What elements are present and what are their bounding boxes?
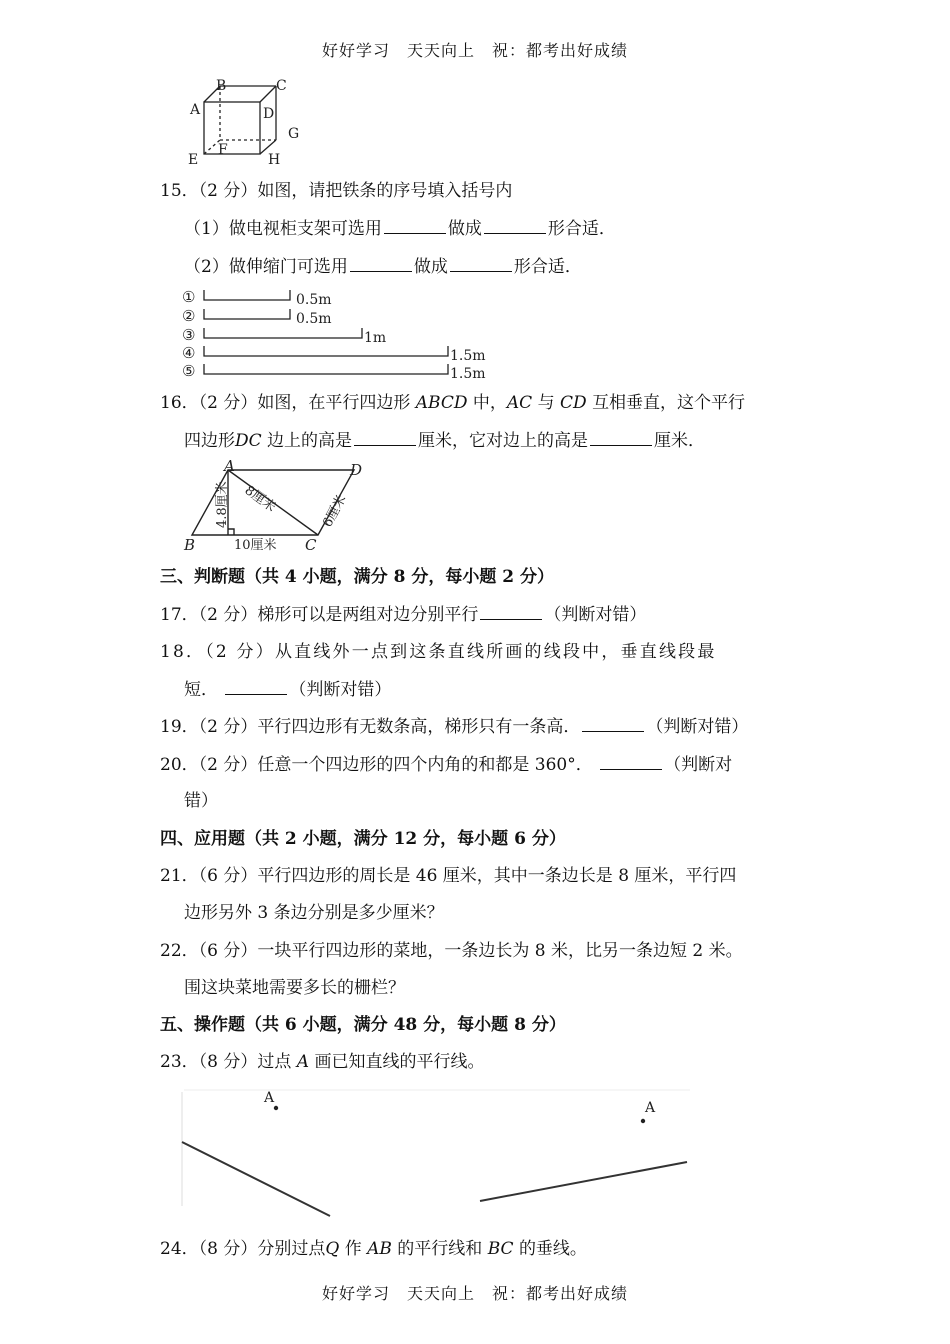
cube-label-b: B (216, 78, 227, 94)
answer-blank[interactable] (582, 715, 644, 732)
page-header: 好好学习 天天向上 祝：都考出好成绩 (321, 41, 628, 60)
q19: 19．（2 分）平行四边形有无数条高，梯形只有一条高． （判断对错） (160, 717, 749, 737)
height-4.8-label: 4.8厘米 (215, 481, 230, 528)
q21-line2: 边形另外 3 条边分别是多少厘米？ (184, 903, 444, 923)
side-6-label: 6厘米 (320, 492, 350, 530)
bar-1-length: 0.5m (296, 292, 332, 308)
q15-part1: （1）做电视柜支架可选用 做成 形合适． (184, 219, 616, 239)
section-3-title: 三、判断题（共 4 小题，满分 8 分，每小题 2 分） (160, 567, 554, 587)
cube-figure (180, 72, 310, 172)
para-label-a: A (224, 457, 235, 475)
bar-3-length: 1m (364, 330, 387, 346)
q22-line1: 22．（6 分）一块平行四边形的菜地，一条边长为 8 米，比另一条边短 2 米。 (160, 941, 743, 961)
answer-blank[interactable] (225, 678, 287, 695)
answer-blank[interactable] (350, 255, 412, 272)
cube-label-e: E (188, 152, 199, 168)
bar-3-number: ③ (182, 326, 196, 344)
q17: 17．（2 分）梯形可以是两组对边分别平行 （判断对错） (160, 605, 647, 625)
q20-line1: 20．（2 分）任意一个四边形的四个内角的和都是 360°． （判断对 (160, 755, 733, 775)
iron-bars-figure (182, 286, 502, 386)
cube-label-h: H (268, 152, 281, 168)
diagonal-8-label: 8厘米 (241, 483, 279, 516)
answer-blank[interactable] (590, 429, 652, 446)
base-10-label: 10厘米 (234, 538, 277, 553)
q20-line2: 错） (184, 791, 218, 811)
bar-4-number: ④ (182, 344, 196, 362)
para-label-c: C (305, 536, 317, 554)
bar-5-length: 1.5m (450, 366, 486, 382)
q15-part2: （2）做伸缩门可选用 做成 形合适． (184, 257, 582, 277)
answer-blank[interactable] (354, 429, 416, 446)
bar-2-length: 0.5m (296, 311, 332, 327)
q18-line2: 短． （判断对错） (184, 680, 392, 700)
para-label-b: B (184, 536, 196, 554)
answer-blank[interactable] (384, 217, 446, 234)
answer-blank[interactable] (480, 603, 542, 620)
q23: 23．（8 分）过点 A 画已知直线的平行线。 (160, 1052, 485, 1072)
point-a-label-2: A (645, 1100, 656, 1116)
cube-label-g: G (288, 126, 300, 142)
section-5-title: 五、操作题（共 6 小题，满分 48 分，每小题 8 分） (160, 1015, 566, 1035)
answer-blank[interactable] (484, 217, 546, 234)
page-footer: 好好学习 天天向上 祝：都考出好成绩 (321, 1284, 628, 1303)
q18-line1: 18．（2 分）从直线外一点到这条直线所画的线段中，垂直线段最 (160, 642, 717, 662)
cube-label-a: A (190, 102, 201, 118)
q21-line1: 21．（6 分）平行四边形的周长是 46 厘米，其中一条边长是 8 厘米，平行四 (160, 866, 737, 886)
para-label-d: D (350, 461, 363, 479)
q23-figure (180, 1086, 700, 1226)
cube-label-d: D (263, 106, 275, 122)
q24: 24．（8 分）分别过点Q 作 AB 的平行线和 BC 的垂线。 (160, 1239, 587, 1259)
q22-line2: 围这块菜地需要多长的栅栏？ (184, 978, 405, 998)
answer-blank[interactable] (450, 255, 512, 272)
point-a-label: A (264, 1090, 275, 1106)
bar-5-number: ⑤ (182, 362, 196, 380)
bar-4-length: 1.5m (450, 348, 486, 364)
cube-label-f: F (218, 142, 228, 158)
q16-line2: 四边形DC 边上的高是 厘米，它对边上的高是 厘米． (184, 431, 706, 451)
cube-label-c: C (276, 78, 287, 94)
q15-title: 15．（2 分）如图，请把铁条的序号填入括号内 (160, 181, 513, 201)
section-4-title: 四、应用题（共 2 小题，满分 12 分，每小题 6 分） (160, 829, 566, 849)
parallelogram-figure (180, 458, 380, 558)
answer-blank[interactable] (600, 753, 662, 770)
q16-line1: 16．（2 分）如图，在平行四边形 ABCD 中，AC 与 CD 互相垂直，这个平行 (160, 393, 746, 413)
bar-1-number: ① (182, 288, 196, 306)
bar-2-number: ② (182, 307, 196, 325)
